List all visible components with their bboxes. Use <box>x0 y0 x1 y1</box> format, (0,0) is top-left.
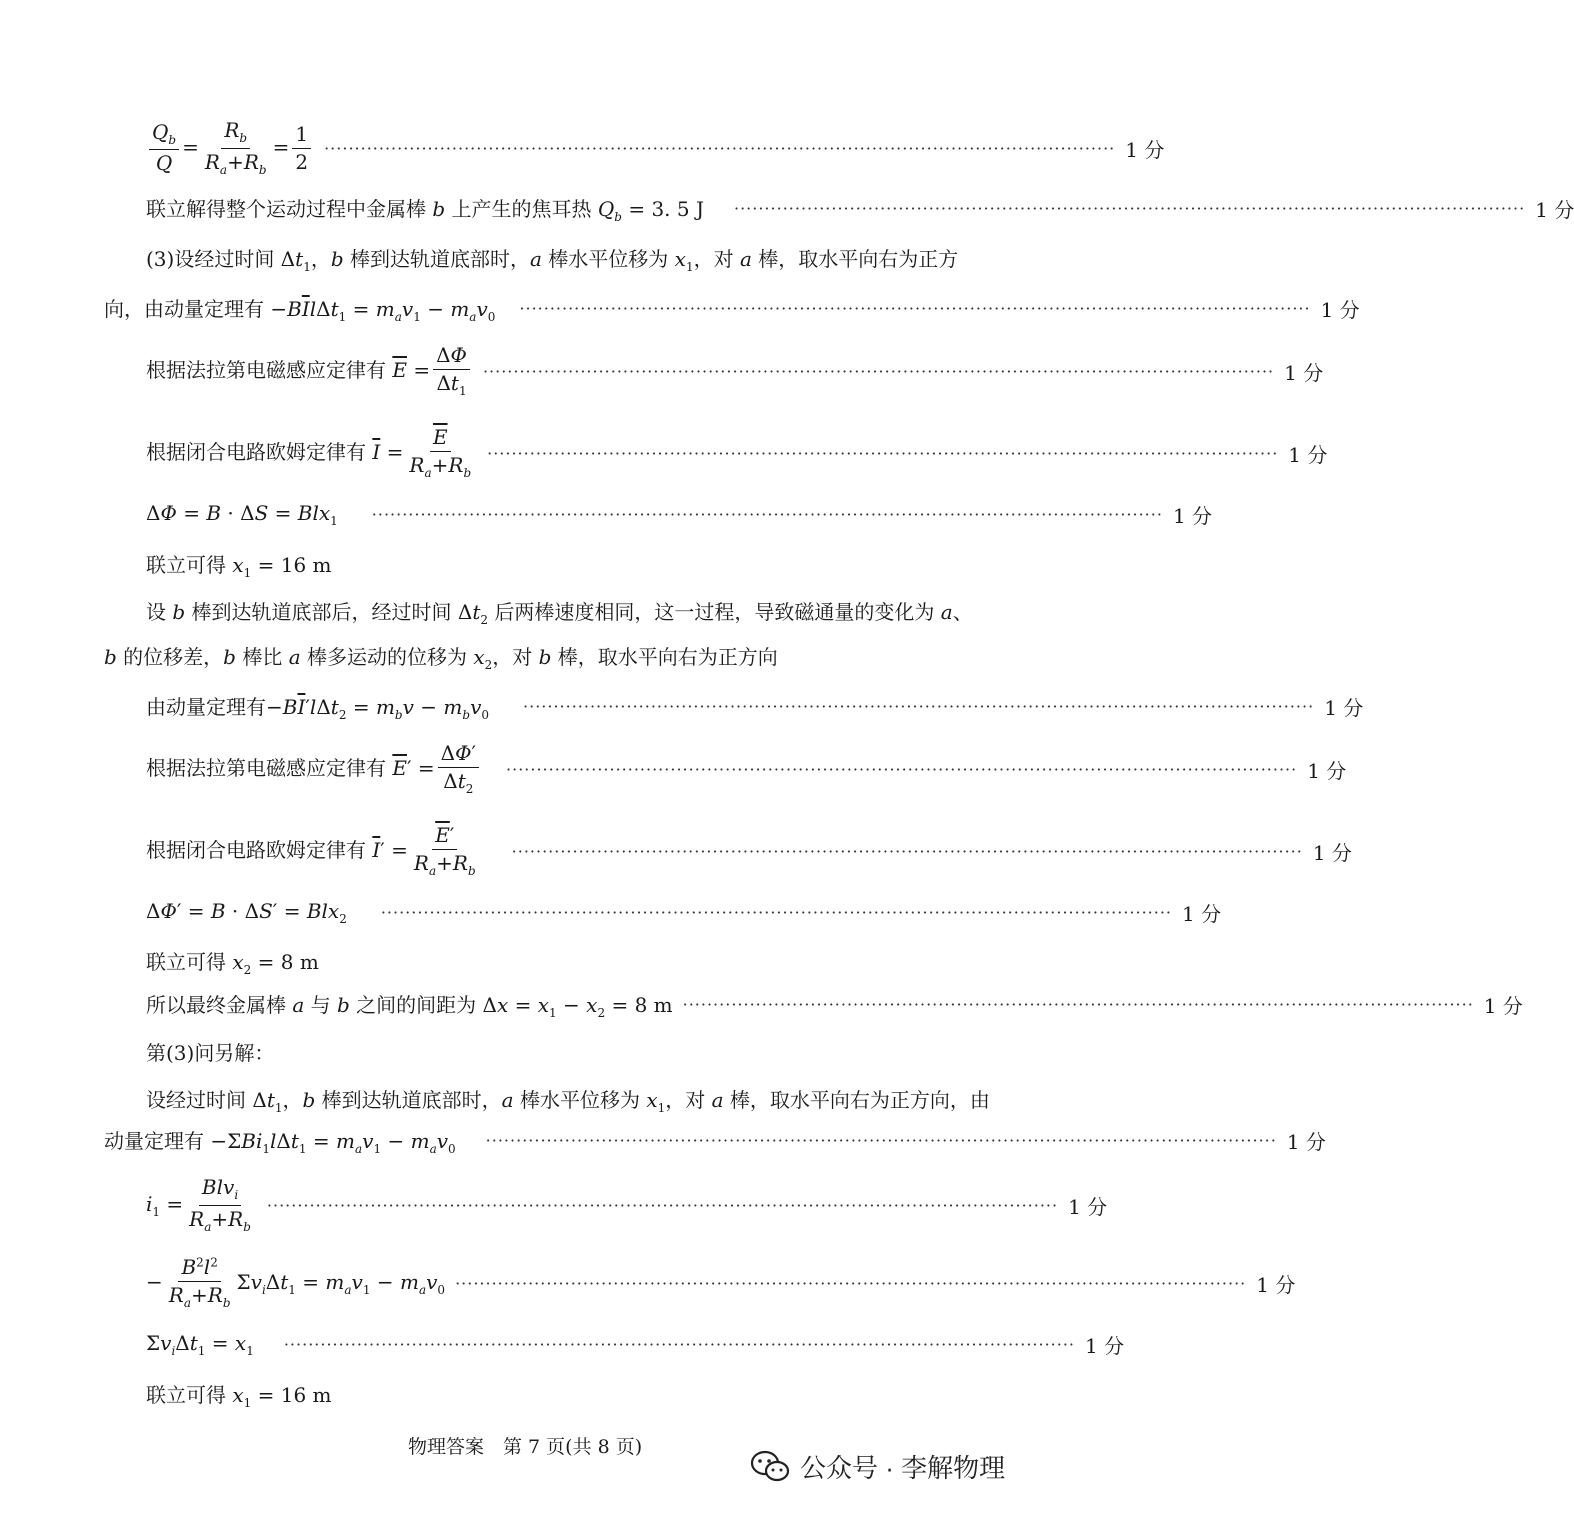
leader-dots: ·································································································································· <box>734 198 1526 218</box>
leader-dots: ·································································································································· <box>283 1334 1076 1354</box>
leader-dots: ·································································································································· <box>519 298 1311 318</box>
flux-change-1: ΔΦ = B · ΔS = Blx$_1$ <box>146 500 338 528</box>
score: 1 分 <box>1286 1129 1326 1154</box>
watermark-text: 公众号 · 李解物理 <box>800 1453 1006 1483</box>
current-i1: $i_1$ = $\frac{Blv_i}{R_a+R_b}$ <box>146 1174 251 1234</box>
answer-line-20 <box>146 1174 1108 1234</box>
momentum-expanded: − $\frac{B^2l^2}{R_a+R_b}$ $\Sigma v_i\Delta t_1 = m_av_1 - m_av_0$ <box>146 1254 446 1310</box>
answer-line-21 <box>146 1254 1296 1312</box>
score: 1 分 <box>1324 695 1364 720</box>
answer-line-5 <box>146 342 1324 398</box>
score: 1 分 <box>1320 297 1360 322</box>
leader-dots: ·································································································································· <box>487 443 1279 463</box>
score: 1 分 <box>1125 137 1165 162</box>
leader-dots: ·································································································································· <box>511 841 1303 861</box>
leader-dots: ·································································································································· <box>324 138 1116 158</box>
result-x1: 联立可得 $x_1 = 16$ m <box>146 553 332 580</box>
wechat-watermark <box>750 1448 1005 1485</box>
score: 1 分 <box>1535 197 1574 222</box>
answer-line-22 <box>146 1322 1125 1366</box>
answer-line-7 <box>146 492 1213 536</box>
answer-line-11 <box>146 684 1364 728</box>
answer-line-12 <box>146 740 1347 796</box>
page-footer: 物理答案 第 7 页(共 8 页) <box>408 1436 643 1458</box>
score: 1 分 <box>1284 360 1324 385</box>
answer-line-14 <box>146 890 1222 934</box>
score: 1 分 <box>1256 1272 1296 1297</box>
score: 1 分 <box>1312 840 1352 865</box>
score: 1 分 <box>1288 442 1328 467</box>
part3-second-phase: 设 b 棒到达轨道底部后，经过时间 $\Delta t_2$ 后两棒速度相同，这一过程，导致磁通量的变化为 a、 <box>146 600 973 627</box>
answer-line-2 <box>146 186 1574 230</box>
leader-dots: ·································································································································· <box>380 902 1172 922</box>
result-x1-alt: 联立可得 $x_1 = 16$ m <box>146 1383 332 1410</box>
joule-heat-text: 联立解得整个运动过程中金属棒 b 上产生的焦耳热 $Q_b = 3$. 5 J <box>146 196 704 224</box>
formula-qb-ratio: $\frac{Q_b}{Q}$ = $\frac{R_b}{R_a+R_b}$ = $\frac{1}{2}$ <box>146 119 314 178</box>
leader-dots: ·································································································································· <box>485 1130 1277 1150</box>
momentum-theorem-b: 由动量定理有$-B\overline{I}'l\Delta t_2 = m_bv - m_bv_0$ <box>146 694 490 722</box>
answer-line-6 <box>146 424 1328 482</box>
answer-line-16 <box>146 982 1523 1026</box>
leader-dots: ·································································································································· <box>371 504 1163 524</box>
flux-change-2: ΔΦ′ = B · ΔS′ = Blx$_2$ <box>146 898 347 926</box>
ohm-law-1: 根据闭合电路欧姆定律有 $\overline{I}$ = $\frac{\overline{E}}{R_a+R_b}$ <box>146 424 472 480</box>
result-x2: 联立可得 $x_2 = 8$ m <box>146 950 319 977</box>
momentum-theorem-a: 向，由动量定理有 $-B\overline{I}l\Delta t_1 = m_av_1 - m_av_0$ <box>104 296 496 324</box>
score: 1 分 <box>1085 1333 1125 1358</box>
leader-dots: ·································································································································· <box>482 361 1275 381</box>
leader-dots: ·································································································································· <box>455 1273 1247 1293</box>
score: 1 分 <box>1483 993 1523 1018</box>
leader-dots: ·································································································································· <box>506 759 1298 779</box>
answer-line-19 <box>104 1118 1326 1162</box>
answer-line-1 <box>146 117 1165 177</box>
displacement-sum: $\Sigma v_i\Delta t_1 = x_1$ <box>146 1330 254 1358</box>
part3-second-phase-cont: b 的位移差，b 棒比 a 棒多运动的位移为 $x_2$，对 b 棒，取水平向右为正方向 <box>104 645 778 672</box>
wechat-icon <box>750 1450 790 1484</box>
answer-line-4 <box>104 286 1360 330</box>
score: 1 分 <box>1182 901 1222 926</box>
final-distance: 所以最终金属棒 a 与 b 之间的间距为 $\Delta x = x_1 - x_2 = 8$ m <box>146 992 673 1020</box>
part3-intro: (3)设经过时间 $\Delta t_1$，b 棒到达轨道底部时，a 棒水平位移为 $x_1$，对 a 棒，取水平向右为正方 <box>146 247 959 274</box>
score: 1 分 <box>1068 1194 1108 1219</box>
score: 1 分 <box>1172 503 1213 528</box>
leader-dots: ·································································································································· <box>682 994 1474 1014</box>
leader-dots: ·································································································································· <box>266 1195 1059 1215</box>
faraday-law-1: 根据法拉第电磁感应定律有 $\overline{E}$ = $\frac{\Delta\Phi}{\Delta t_1}$ <box>146 344 473 399</box>
score: 1 分 <box>1307 758 1347 783</box>
faraday-law-2: 根据法拉第电磁感应定律有 $\overline{E}'$ = $\frac{\Delta\Phi'}{\Delta t_2}$ <box>146 742 482 797</box>
momentum-sum: 动量定理有 $-\Sigma Bi_1l\Delta t_1 = m_av_1 - m_av_0$ <box>104 1128 456 1156</box>
leader-dots: ·································································································································· <box>523 696 1315 716</box>
alt-solution-heading: 第(3)问另解： <box>146 1041 275 1065</box>
ohm-law-2: 根据闭合电路欧姆定律有 $\overline{I}'$ = $\frac{\overline{E}'}{R_a+R_b}$ <box>146 822 476 878</box>
answer-line-13 <box>146 822 1352 880</box>
alt-solution-intro: 设经过时间 $\Delta t_1$，b 棒到达轨道底部时，a 棒水平位移为 $x_1$，对 a 棒，取水平向右为正方向，由 <box>146 1088 990 1115</box>
